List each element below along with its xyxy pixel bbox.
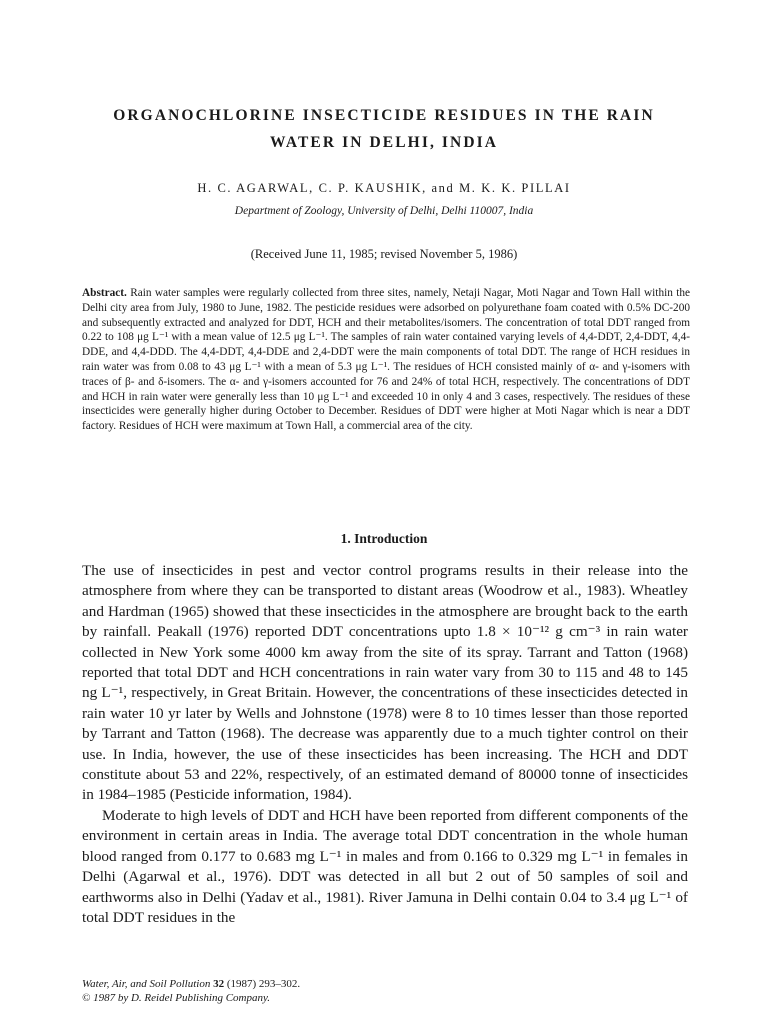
affiliation: Department of Zoology, University of Delhi, Delhi 110007, India: [234, 205, 534, 217]
journal-footer: [82, 977, 688, 1005]
journal-year-pages: (1987) 293–302.: [226, 978, 301, 990]
received-dates: (Received June 11, 1985; revised November 5, 1986): [250, 247, 518, 261]
title-line-2: WATER IN DELHI, INDIA: [269, 134, 499, 151]
body-text: [82, 561, 688, 928]
author-list: H. C. AGARWAL, C. P. KAUSHIK, and M. K. K. PILLAI: [197, 181, 571, 195]
journal-name: Water, Air, and Soil Pollution: [82, 978, 211, 990]
title-line-1: ORGANOCHLORINE INSECTICIDE RESIDUES IN THE RAIN: [113, 107, 655, 124]
paragraph-2: Moderate to high levels of DDT and HCH have been reported from different components of the environment in certain areas in India. The average total DDT concentration in the whole human blood ranged from 0.177 to 0.683 mg L⁻¹ in males and from 0.166 to 0.329 mg L⁻¹ in females in Delhi (Agarwal et al., 1976). DDT was detected in all but 2 out of 50 samples of soil and earthworms also in Delhi (Yadav et al., 1981). River Jamuna in Delhi contain 0.04 to 3.4 μg L⁻¹ of total DDT residues in the: [82, 806, 688, 926]
abstract-text: Rain water samples were regularly collected from three sites, namely, Netaji Nagar, Moti Nagar and Town Hall within the Delhi city area from July, 1980 to June, 1982. The pesticide residues were adsorbed on polyurethane foam coated with 0.5% DC-200 and subsequently extracted and analyzed for DDT, HCH and their metabolites/isomers. The concentration of total DDT ranged from 0.22 to 108 μg L⁻¹ with a mean value of 12.5 μg L⁻¹. The samples of rain water contained varying levels of 4,4-DDT, 2,4-DDT, 4,4-DDE, and 4,4-DDD. The 4,4-DDT, 4,4-DDE and 2,4-DDT were the main components of total DDT. The range of HCH residues in rain water was from 0.08 to 43 μg L⁻¹ with a mean of 5.3 μg L⁻¹. The residues of HCH consisted mainly of α- and γ-isomers with traces of β- and δ-isomers. The α- and γ-isomers accounted for 76 and 24% of total HCH, respectively. The concentrations of DDT and HCH in rain water were generally less than 10 μg L⁻¹ and exceeded 10 in only 4 and 3 cases, respectively. The residues of these insecticides were generally higher during October to December. Residues of DDT were higher at Moti Nagar which is near a DDT factory. Residues of HCH were maximum at Town Hall, a commercial area of the city.: [82, 287, 690, 433]
citation-line: [82, 977, 688, 991]
paper-title: [60, 102, 708, 156]
section-heading-introduction: 1. Introduction: [340, 531, 428, 546]
abstract: [82, 286, 690, 434]
paragraph-1: The use of insecticides in pest and vector control programs results in their release into the atmosphere from where they can be transported to distant areas (Woodrow et al., 1983). Wheatley and Hardman (1965) showed that these insecticides in the atmosphere are brought back to the earth by rainfall. Peakall (1976) reported DDT concentrations upto 1.8 × 10⁻¹² g cm⁻³ in rain water collected in New York some 4000 km away from the site of its spray. Tarrant and Tatton (1968) reported that total DDT and HCH concentrations in rain water vary from 30 to 115 and 48 to 145 ng L⁻¹, respectively, in Great Britain. However, the concentrations of these insecticides detected in rain water 10 yr later by Wells and Johnstone (1978) were 8 to 10 times lesser than those reported by Tarrant and Tatton (1968). The decrease was apparently due to a much tighter control on their use. In India, however, the use of these insecticides has been increasing. The HCH and DDT constitute about 53 and 22%, respectively, of an estimated demand of 80000 tonne of insecticides in 1984–1985 (Pesticide information, 1984).: [82, 562, 688, 804]
abstract-label: Abstract.: [82, 287, 127, 299]
copyright-line: © 1987 by D. Reidel Publishing Company.: [82, 992, 271, 1004]
journal-volume: 32: [213, 978, 225, 990]
